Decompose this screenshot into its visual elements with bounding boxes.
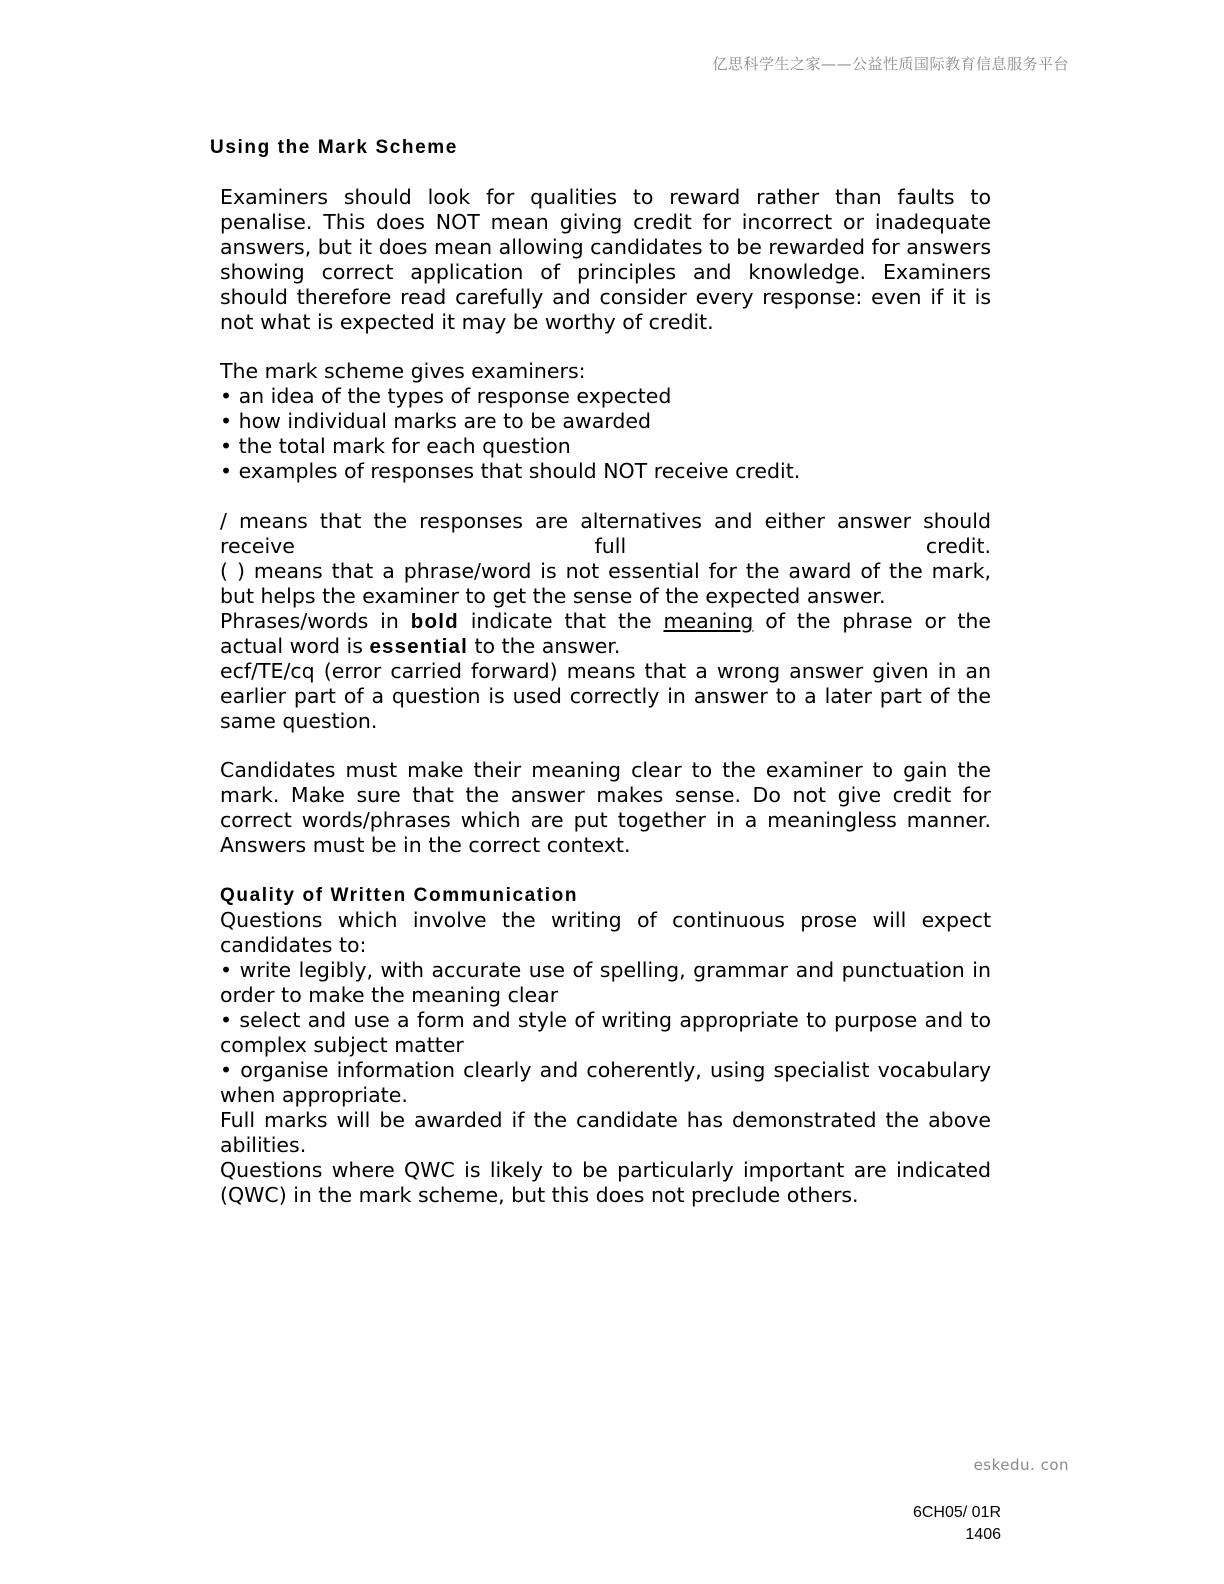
qwc-item: • organise information clearly and coherently, using specialist vocabulary when appropriate. xyxy=(220,1058,991,1107)
bold-convention-text: to the answer. xyxy=(467,634,621,658)
intro-paragraph: Examiners should look for qualities to reward rather than faults to penalise. This does NOT mean giving credit for incorrect or inadequate answers, but it does mean allowing candidates to be rewarded for answers showing correct application of principles and knowledge. Examiners should therefore read carefully and consider every response: even if it is not what is expected it may be worthy of credit. xyxy=(220,185,991,334)
bold-convention-text: indicate that the xyxy=(458,609,664,633)
qwc-intro: Questions which involve the writing of continuous prose will expect candidates to: xyxy=(220,908,991,957)
gives-intro: The mark scheme gives examiners: xyxy=(220,359,586,383)
header-note: 亿思科学生之家——公益性质国际教育信息服务平台 xyxy=(712,55,1069,73)
heading-using-mark-scheme: Using the Mark Scheme xyxy=(210,137,458,158)
mark-scheme-gives-block xyxy=(220,359,991,484)
slash-convention: / means that the responses are alternatives and either answer should receive full credit. xyxy=(220,509,991,558)
conventions-block xyxy=(220,509,991,734)
paren-convention: ( ) means that a phrase/word is not essential for the award of the mark, but helps the examiner to get the sense of the expected answer. xyxy=(220,559,991,608)
qwc-block xyxy=(220,908,991,1208)
bold-convention xyxy=(220,609,991,659)
bold-convention-text: Phrases/words in xyxy=(220,609,411,633)
qwc-full-marks: Full marks will be awarded if the candidate has demonstrated the above abilities. xyxy=(220,1108,991,1157)
bold-convention-text: of the phrase or the actual word is xyxy=(220,609,992,658)
qwc-last: Questions where QWC is likely to be particularly important are indicated (QWC) in the mark scheme, but this does not preclude others. xyxy=(220,1158,991,1207)
heading-qwc: Quality of Written Communication xyxy=(220,885,579,906)
gives-item: • how individual marks are to be awarded xyxy=(220,409,651,433)
qwc-item: • write legibly, with accurate use of spelling, grammar and punctuation in order to make the meaning clear xyxy=(220,958,991,1007)
bold-word: bold xyxy=(410,610,459,633)
footer-number: 1406 xyxy=(965,1526,1001,1543)
candidates-paragraph: Candidates must make their meaning clear to the examiner to gain the mark. Make sure that the answer makes sense. Do not give credit for correct words/phrases which are put together in a meaningless manner. Answers must be in the correct context. xyxy=(220,758,991,857)
qwc-item: • select and use a form and style of writing appropriate to purpose and to complex subject matter xyxy=(220,1008,991,1057)
candidates-block xyxy=(220,758,991,858)
ecf-convention: ecf/TE/cq (error carried forward) means that a wrong answer given in an earlier part of a question is used correctly in answer to a later part of the same question. xyxy=(220,659,991,733)
gives-item: • examples of responses that should NOT receive credit. xyxy=(220,459,801,483)
footer-code: 6CH05/ 01R xyxy=(912,1504,1001,1521)
intro-paragraph-block xyxy=(220,185,991,335)
meaning-underlined: meaning xyxy=(663,609,754,633)
essential-bold: essential xyxy=(369,635,468,658)
footer xyxy=(913,1502,1001,1546)
gives-item: • an idea of the types of response expected xyxy=(220,384,672,408)
watermark: eskedu. con xyxy=(973,1456,1069,1474)
gives-item: • the total mark for each question xyxy=(220,434,571,458)
